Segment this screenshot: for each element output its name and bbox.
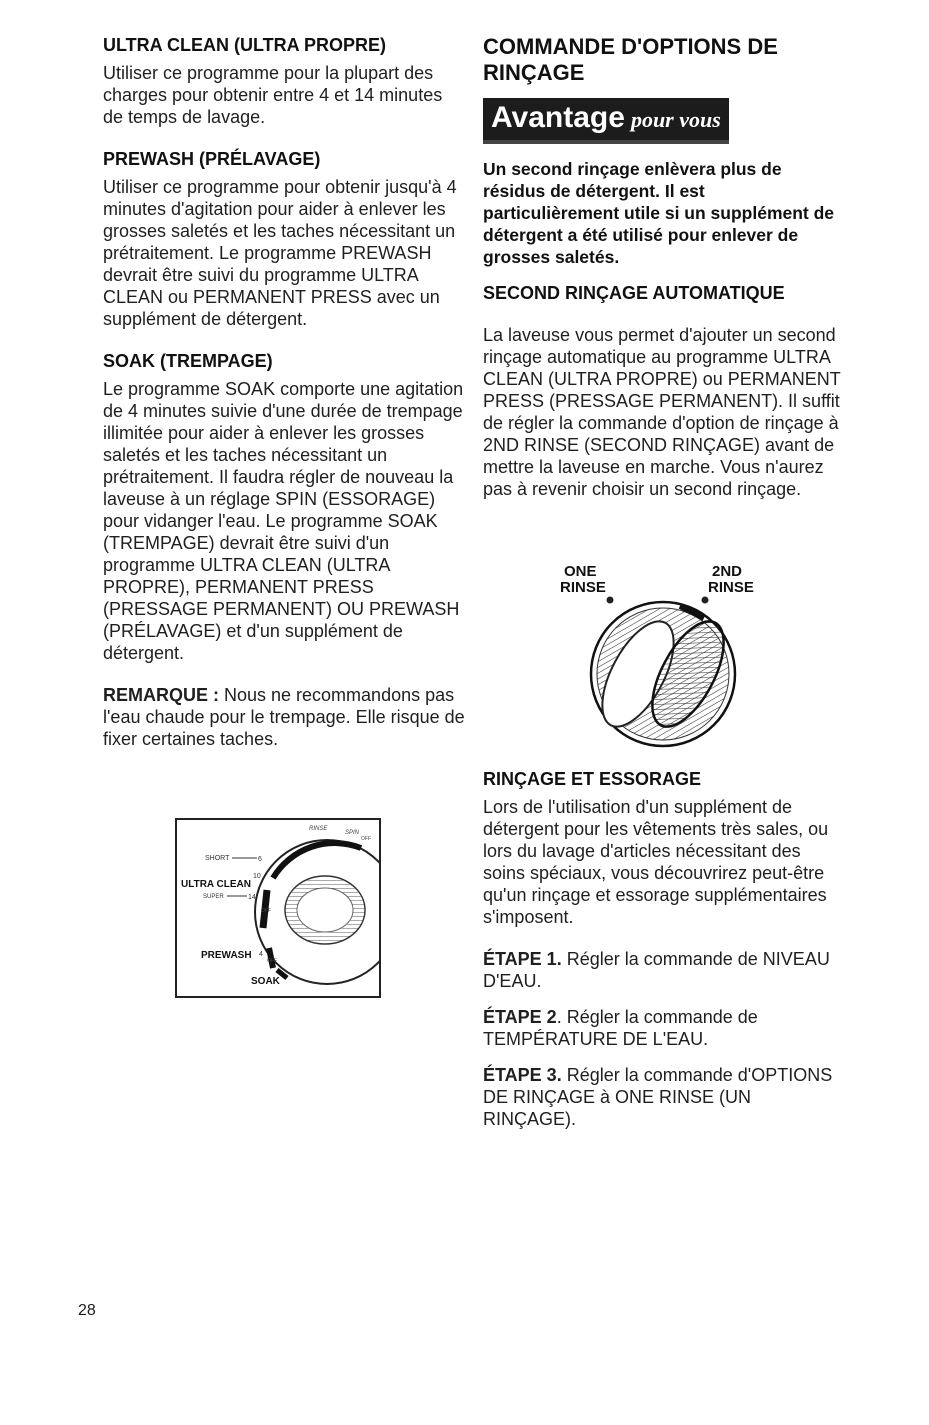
- right-column: [483, 34, 843, 500]
- dial-label-prewash: PREWASH: [201, 950, 252, 961]
- soak-heading: SOAK (TREMPAGE): [103, 351, 273, 371]
- commande-heading: [483, 34, 843, 86]
- commande-heading-line1: COMMANDE D'OPTIONS DE: [483, 34, 778, 59]
- dial-label-rinse: RINSE: [309, 826, 328, 832]
- dial-label-ultra-clean: ULTRA CLEAN: [181, 879, 251, 890]
- soak-text: Le programme SOAK comporte une agitation de 4 minutes suivie d'une durée de trempage illimitée pour aider à enlever les grosses saletés et les taches nécessitant un prétraitement. Il faudra régler de nouveau la laveuse à un réglage SPIN (ESSORAGE) pour vidanger l'eau. Le programme SOAK (TREMPAGE) devrait être suivi d'un programme ULTRA CLEAN (ULTRA PROPRE), PERMANENT PRESS (PRESSAGE PERMANENT) OU PREWASH (PRÉLAVAGE) et d'un supplément de détergent.: [103, 379, 464, 663]
- rincage-essorage-heading: RINÇAGE ET ESSORAGE: [483, 769, 702, 789]
- one-rinse-dot: [607, 597, 614, 604]
- second-rincage-heading: SECOND RINÇAGE AUTOMATIQUE: [483, 283, 785, 303]
- dial-label-off-low: OFF: [267, 958, 277, 964]
- dial-label-6: 6: [258, 856, 262, 863]
- page-number: 28: [78, 1302, 96, 1319]
- step-1: [483, 948, 843, 992]
- dial-label-off-top: OFF: [361, 836, 371, 842]
- rinse-dial-svg: [560, 562, 790, 752]
- step-3-label: ÉTAPE 3.: [483, 1065, 562, 1085]
- rinse-option-dial: [560, 562, 790, 752]
- prewash-text: Utiliser ce programme pour obtenir jusqu'à 4 minutes d'agitation pour aider à enlever les grosses saletés et les taches nécessitant un prétraitement. Le programme PREWASH devrait être suivi du programme ULTRA CLEAN ou PERMANENT PRESS avec un supplément de détergent.: [103, 177, 457, 329]
- banner-small: pour vous: [630, 107, 721, 132]
- dial-label-short: SHORT: [205, 855, 230, 862]
- dial-label-4: 4: [259, 951, 263, 958]
- step-1-text: Régler la commande de NIVEAU D'EAU.: [483, 949, 830, 991]
- cycle-dial-illustration: [175, 818, 381, 998]
- step-2-text: . Régler la commande de TEMPÉRATURE DE L'EAU.: [483, 1007, 758, 1049]
- dial-knob-center: [297, 888, 353, 932]
- rinse-dial-one: ONE: [564, 563, 597, 580]
- rinse-dial-2nd-rinse: RINSE: [708, 579, 754, 596]
- lower-right-column: [483, 768, 843, 1130]
- dial-label-off-mid: OFF: [261, 908, 271, 914]
- commande-heading-line2: RINÇAGE: [483, 60, 585, 85]
- prewash-heading: PREWASH (PRÉLAVAGE): [103, 149, 321, 169]
- advantage-text: Un second rinçage enlèvera plus de résidus de détergent. Il est particulièrement utile si un supplément de détergent a été utilisé pour enlever de grosses saletés.: [483, 159, 835, 267]
- step-3-text: Régler la commande d'OPTIONS DE RINÇAGE à ONE RINSE (UN RINÇAGE).: [483, 1065, 833, 1129]
- step-2-label: ÉTAPE 2: [483, 1007, 557, 1027]
- step-2: [483, 1006, 843, 1050]
- rincage-essorage-text: Lors de l'utilisation d'un supplément de détergent pour les vêtements très sales, ou lors du lavage d'articles nécessitant des soins spéciaux, vous découvrirez peut-être qu'un rinçage et essorage supplémentaires s'imposent.: [483, 797, 829, 927]
- step-3: [483, 1064, 843, 1130]
- banner-big: Avantage: [491, 101, 625, 134]
- ultra-clean-heading: ULTRA CLEAN (ULTRA PROPRE): [103, 35, 386, 55]
- remarque-paragraph: [103, 684, 465, 750]
- second-rincage-text: La laveuse vous permet d'ajouter un second rinçage automatique au programme ULTRA CLEAN (ULTRA PROPRE) ou PERMANENT PRESS (PRESSAGE PERMANENT). Il suffit de régler la commande d'option de rinçage à 2ND RINSE (SECOND RINÇAGE) avant de mettre la laveuse en marche. Vous n'aurez pas à revenir choisir un second rinçage.: [483, 325, 841, 499]
- second-rinse-dot: [702, 597, 709, 604]
- cycle-dial-svg: [177, 820, 379, 996]
- rinse-dial-one-rinse: RINSE: [560, 579, 606, 596]
- dial-label-spin: SPIN: [345, 830, 360, 836]
- remarque-text: Nous ne recommandons pas l'eau chaude pour le trempage. Elle risque de fixer certaines taches.: [103, 685, 465, 749]
- dial-label-14: 14: [248, 894, 256, 901]
- rinse-dial-2nd: 2ND: [712, 563, 743, 580]
- dial-label-soak: SOAK: [251, 976, 280, 987]
- remarque-label: REMARQUE :: [103, 685, 219, 705]
- avantage-banner: [483, 98, 729, 144]
- dial-label-10: 10: [253, 873, 261, 880]
- ultra-clean-text: Utiliser ce programme pour la plupart des charges pour obtenir entre 4 et 14 minutes de temps de lavage.: [103, 63, 443, 127]
- dial-label-super: SUPER: [203, 894, 224, 900]
- left-column: [103, 34, 465, 750]
- step-1-label: ÉTAPE 1.: [483, 949, 562, 969]
